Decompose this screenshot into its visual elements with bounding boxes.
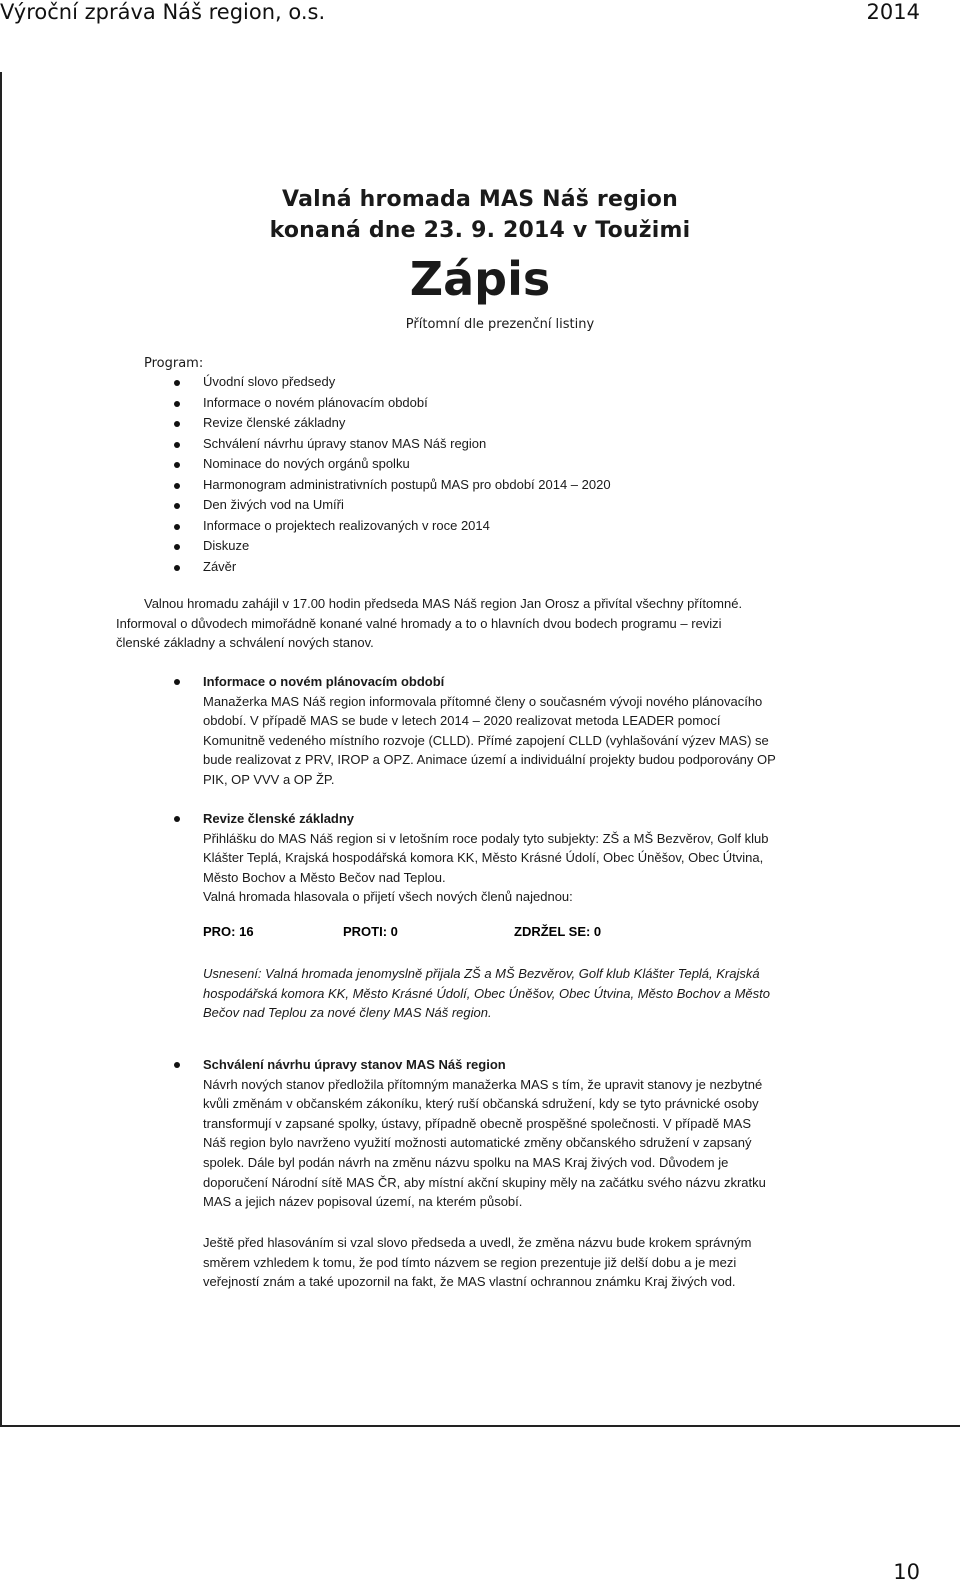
meeting-title-line2: konaná dne 23. 9. 2014 v Toužimi <box>269 218 691 243</box>
bullet-icon <box>174 679 180 685</box>
program-item: Úvodní slovo předsedy <box>174 372 611 393</box>
remark-line: Ještě před hlasováním si vzal slovo předseda a uvedl, že změna názvu bude krokem správným <box>203 1235 752 1250</box>
intro-line: členské základny a schválení nových stanov. <box>116 635 374 651</box>
section-statute-amendment <box>203 1055 766 1212</box>
section-line: Komunitně vedeného místního rozvoje (CLLD). Přímé zapojení CLLD (vyhlašování výzev MAS) se <box>203 732 769 748</box>
section-line: transformují v zapsané spolky, ústavy, případně obecně prospěšné společnosti. V případě MAS <box>203 1115 751 1131</box>
document-year: 2014 <box>866 0 920 24</box>
resolution-line: hospodářská komora KK, Město Krásné Údolí, Obec Úněšov, Obec Útvina, Město Bochov a Město <box>203 985 770 1001</box>
meeting-title-line1: Valná hromada MAS Náš region <box>282 187 678 212</box>
vote-for: PRO: 16 <box>203 924 254 939</box>
minutes-heading: Zápis <box>409 252 551 306</box>
resolution-line: Bečov nad Teplou za nové členy MAS Náš region. <box>203 1005 492 1021</box>
section-membership-review <box>203 809 769 907</box>
program-item: Informace o projektech realizovaných v roce 2014 <box>174 516 611 537</box>
bullet-icon <box>174 1062 180 1068</box>
program-item: Nominace do nových orgánů spolku <box>174 454 611 475</box>
program-list <box>174 372 611 577</box>
program-label: Program: <box>144 356 204 371</box>
section-planning-period <box>203 672 776 790</box>
document-title: Výroční zpráva Náš region, o.s. <box>0 0 326 24</box>
section-line: Klášter Teplá, Krajská hospodářská komora KK, Město Krásné Údolí, Obec Úněšov, Obec Útvina, <box>203 850 764 866</box>
program-item: Revize členské základny <box>174 413 611 434</box>
program-item: Závěr <box>174 557 611 578</box>
program-item: Informace o novém plánovacím období <box>174 393 611 414</box>
program-item: Diskuze <box>174 536 611 557</box>
intro-line: Valnou hromadu zahájil v 17.00 hodin předseda MAS Náš region Jan Orosz a přivítal všechny přítomné. <box>144 596 743 611</box>
resolution-paragraph <box>203 964 770 1023</box>
section-line: období. V případě MAS se bude v letech 2014 – 2020 realizovat metoda LEADER pomocí <box>203 713 721 729</box>
remark-line: směrem vzhledem k tomu, že pod tímto názvem se region prezentuje již delší dobu a je mezi <box>203 1254 737 1270</box>
page-number: 10 <box>893 1560 920 1584</box>
section-heading: Informace o novém plánovacím období <box>203 674 445 689</box>
section-line: Návrh nových stanov předložila přítomným manažerka MAS s tím, že upravit stanovy je nezbytné <box>203 1076 763 1092</box>
section-line: kvůli změnám v občanském zákoníku, který ruší občanská sdružení, kdy se tyto právnické osoby <box>203 1096 759 1112</box>
section-line: PIK, OP VVV a OP ŽP. <box>203 771 335 787</box>
bullet-icon <box>174 816 180 822</box>
attendance-note: Přítomní dle prezenční listiny <box>405 317 595 332</box>
remark-line: veřejností znám a také upozornil na fakt, že MAS vlastní ochrannou známku Kraj živých vod. <box>203 1274 736 1290</box>
intro-line: Informoval o důvodech mimořádně konané valné hromady a to o hlavních dvou bodech programu – revizi <box>116 615 722 631</box>
intro-paragraph <box>116 594 743 653</box>
chairman-remark-paragraph <box>203 1233 751 1292</box>
section-line: spolek. Dále byl podán návrh na změnu názvu spolku na MAS Kraj živých vod. Důvodem je <box>203 1154 729 1170</box>
vote-against: PROTI: 0 <box>343 924 398 939</box>
section-heading: Revize členské základny <box>203 811 355 826</box>
section-line: Město Bochov a Město Bečov nad Teplou. <box>203 869 446 885</box>
section-line: Manažerka MAS Náš region informovala přítomné členy o současném vývoji nového plánovacího <box>203 693 763 709</box>
resolution-line: Usnesení: Valná hromada jenomyslně přijala ZŠ a MŠ Bezvěrov, Golf klub Klášter Teplá, Krajská <box>203 966 760 981</box>
section-line: doporučení Národní sítě MAS ČR, aby místní akční skupiny měly na začátku svého názvu zkratku <box>203 1174 766 1190</box>
section-heading: Schválení návrhu úpravy stanov MAS Náš region <box>203 1057 506 1072</box>
section-line: MAS a jejich název popisoval území, na kterém působí. <box>203 1194 523 1210</box>
vote-abstain: ZDRŽEL SE: 0 <box>514 924 602 939</box>
program-item: Harmonogram administrativních postupů MAS pro období 2014 – 2020 <box>174 475 611 496</box>
program-item: Den živých vod na Umíři <box>174 495 611 516</box>
section-line: Náš region bylo navrženo využití možnosti automatické změny občanského sdružení v zapsaný <box>203 1135 752 1151</box>
section-line: Přihlášku do MAS Náš region si v letošním roce podaly tyto subjekty: ZŠ a MŠ Bezvěrov, Golf klub <box>203 830 769 846</box>
section-line: bude realizovat z PRV, IROP a OPZ. Animace území a individuální projekty budou podporovány OP <box>203 752 776 768</box>
section-line: Valná hromada hlasovala o přijetí všech nových členů najednou: <box>203 889 573 905</box>
program-item: Schválení návrhu úpravy stanov MAS Náš region <box>174 434 611 455</box>
